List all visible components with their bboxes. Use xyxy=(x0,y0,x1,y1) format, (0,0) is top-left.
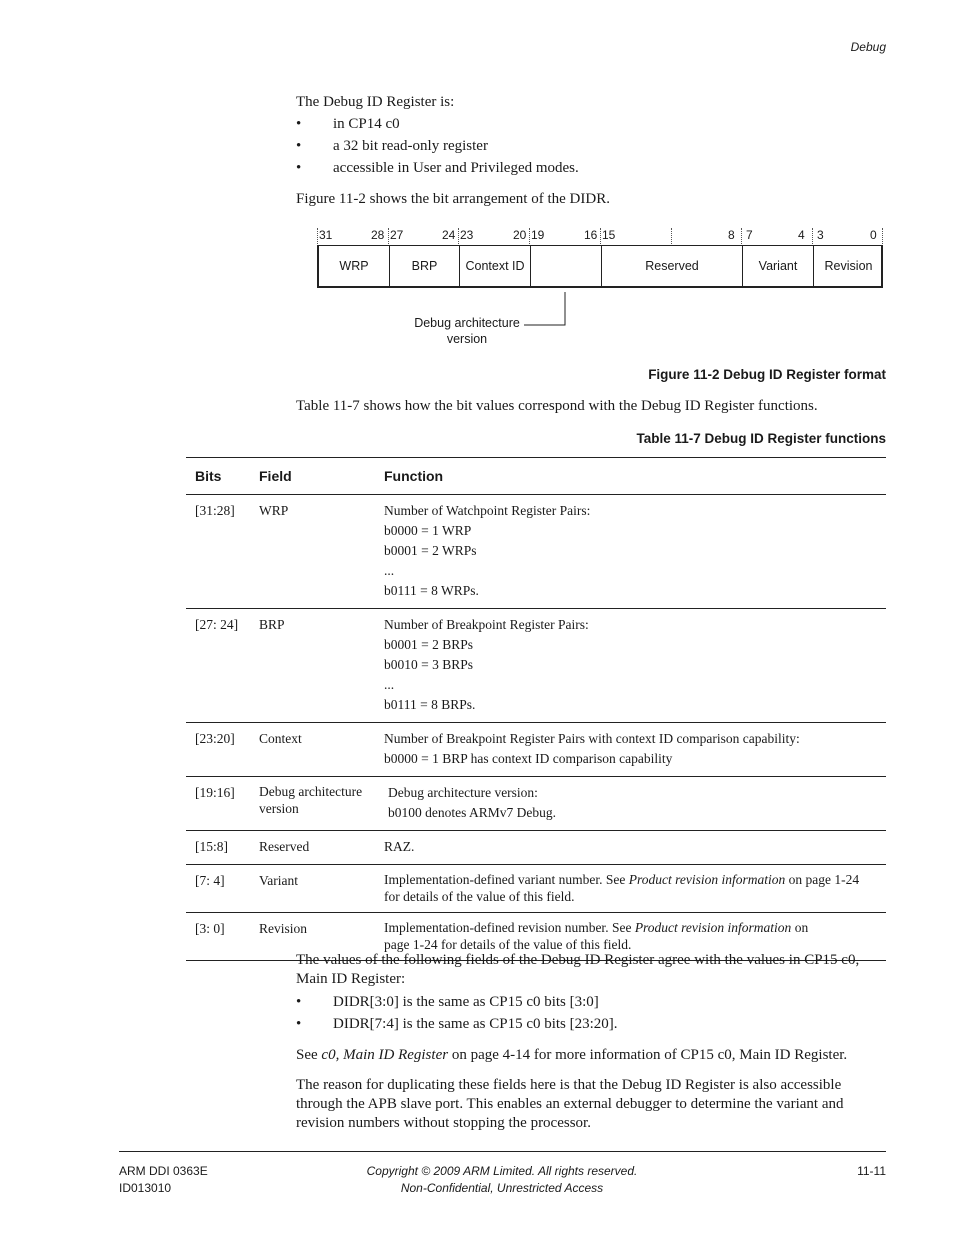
see-also-paragraph: See c0, Main ID Register on page 4-14 for more information of CP15 c0, Main ID Register. xyxy=(296,1047,848,1063)
bit-boundary-tick xyxy=(812,228,813,244)
bit-boundary-tick xyxy=(317,228,318,244)
cell-bits: [27: 24] xyxy=(195,617,239,632)
bit-boundary-tick xyxy=(600,228,601,244)
document-id: ARM DDI 0363E xyxy=(119,1164,208,1178)
bit-number: 3 xyxy=(817,228,824,242)
field-variant: Variant xyxy=(743,246,814,286)
table-row xyxy=(186,609,886,723)
cell-function: Implementation-defined variant number. See Product revision information on page 1-24 for details of the value of this field. xyxy=(384,872,860,904)
table-header-row xyxy=(186,458,886,495)
footer-left xyxy=(119,1163,208,1197)
bit-number: 15 xyxy=(602,228,616,242)
bit-number: 7 xyxy=(746,228,753,242)
cell-field: Debug architecture version xyxy=(259,784,363,816)
bit-number: 20 xyxy=(513,228,527,242)
table-intro: Table 11-7 shows how the bit values correspond with the Debug ID Register functions. xyxy=(296,398,818,414)
table-caption: Table 11-7 Debug ID Register functions xyxy=(636,431,886,446)
list-item: • a 32 bit read-only register xyxy=(296,138,488,154)
bit-boundary-tick xyxy=(529,228,530,244)
bit-number: 16 xyxy=(584,228,598,242)
cell-bits: [19:16] xyxy=(195,785,235,800)
bit-number: 31 xyxy=(319,228,333,242)
didr-bullet-list xyxy=(296,991,618,1035)
bit-number: 23 xyxy=(460,228,474,242)
cell-function: Number of Watchpoint Register Pairs: b0000 = 1 WRP b0001 = 2 WRPs ... b0111 = 8 WRPs. xyxy=(384,503,591,598)
cell-bits: [3: 0] xyxy=(195,921,225,936)
table-row xyxy=(186,865,886,913)
list-item: • DIDR[7:4] is the same as CP15 c0 bits [23:20]. xyxy=(296,1016,618,1032)
bit-number: 27 xyxy=(390,228,404,242)
field-revision: Revision xyxy=(824,259,873,273)
callout-label: Debug architecture version xyxy=(414,316,520,346)
list-item: • DIDR[3:0] is the same as CP15 c0 bits [3:0] xyxy=(296,994,599,1010)
cell-bits: [7: 4] xyxy=(195,873,225,888)
field-context-id: Context ID xyxy=(460,246,531,286)
issue-id: ID013010 xyxy=(119,1181,172,1195)
cell-function: RAZ. xyxy=(384,839,415,854)
cross-reference-link[interactable]: Product revision information xyxy=(628,872,786,887)
cell-function: Number of Breakpoint Register Pairs with context ID comparison capability: b0000 = 1 BRP has context ID comparison capability xyxy=(384,731,800,766)
cell-field: Reserved xyxy=(259,839,310,854)
table-row xyxy=(186,777,886,831)
cell-field: Revision xyxy=(259,921,308,936)
bit-boundary-tick xyxy=(388,228,389,244)
bit-number: 0 xyxy=(870,228,877,242)
cell-bits: [23:20] xyxy=(195,731,235,746)
cell-field: BRP xyxy=(259,617,285,632)
running-header: Debug xyxy=(850,40,886,54)
paragraph: The reason for duplicating these fields here is that the Debug ID Register is also accessible through the APB slave port. This enables an external debugger to determine the variant and revision numbers without stopping the processor. xyxy=(296,1077,844,1131)
bit-boundary-tick xyxy=(458,228,459,244)
field-wrp: WRP xyxy=(319,246,390,286)
cell-function: Implementation-defined revision number. See Product revision information on page 1-24 for details of the value of this field. xyxy=(384,920,809,952)
cross-reference-link[interactable]: c0, Main ID Register xyxy=(321,1047,449,1063)
cross-reference-link[interactable]: Product revision information xyxy=(634,920,792,935)
table-row xyxy=(186,831,886,865)
column-header-function: Function xyxy=(384,468,444,484)
table-row xyxy=(186,495,886,609)
cell-function: Number of Breakpoint Register Pairs: b0001 = 2 BRPs b0010 = 3 BRPs ... b0111 = 8 BRPs. xyxy=(384,617,589,712)
field-reserved: Reserved xyxy=(602,246,743,286)
footer-center xyxy=(300,1163,704,1197)
list-item: • in CP14 c0 xyxy=(296,116,400,132)
cell-field: Context xyxy=(259,731,302,746)
bit-boundary-tick xyxy=(671,228,672,244)
cell-field: Variant xyxy=(259,873,298,888)
paragraph: The values of the following fields of the Debug ID Register agree with the values in CP15 c0, Main ID Register: xyxy=(296,952,860,987)
field-brp: BRP xyxy=(390,246,460,286)
cell-field: WRP xyxy=(259,503,289,518)
column-header-field: Field xyxy=(259,468,292,484)
field-debug-architecture xyxy=(531,246,602,286)
page-number: 11-11 xyxy=(857,1164,886,1178)
bit-boundary-tick xyxy=(741,228,742,244)
bit-number: 28 xyxy=(371,228,385,242)
register-box xyxy=(317,245,883,288)
bit-number: 4 xyxy=(798,228,805,242)
cell-bits: [31:28] xyxy=(195,503,235,518)
bit-boundary-tick xyxy=(882,228,883,244)
register-functions-table xyxy=(186,457,886,961)
figure-caption: Figure 11-2 Debug ID Register format xyxy=(648,367,886,382)
bit-number: 24 xyxy=(442,228,456,242)
column-header-bits: Bits xyxy=(195,468,222,484)
access-notice: Non-Confidential, Unrestricted Access xyxy=(400,1181,604,1195)
intro-lead: The Debug ID Register is: xyxy=(296,94,455,110)
cell-function: Debug architecture version: b0100 denotes ARMv7 Debug. xyxy=(388,785,556,820)
copyright: Copyright © 2009 ARM Limited. All rights reserved. xyxy=(366,1164,638,1178)
bit-number: 8 xyxy=(728,228,735,242)
list-item: • accessible in User and Privileged modes. xyxy=(296,160,579,176)
figure-reference: Figure 11-2 shows the bit arrangement of the DIDR. xyxy=(296,191,610,207)
table-row xyxy=(186,723,886,777)
bit-number: 19 xyxy=(531,228,545,242)
intro-bullet-list xyxy=(296,113,579,179)
cell-bits: [15:8] xyxy=(195,839,228,854)
footer-divider xyxy=(119,1151,886,1152)
